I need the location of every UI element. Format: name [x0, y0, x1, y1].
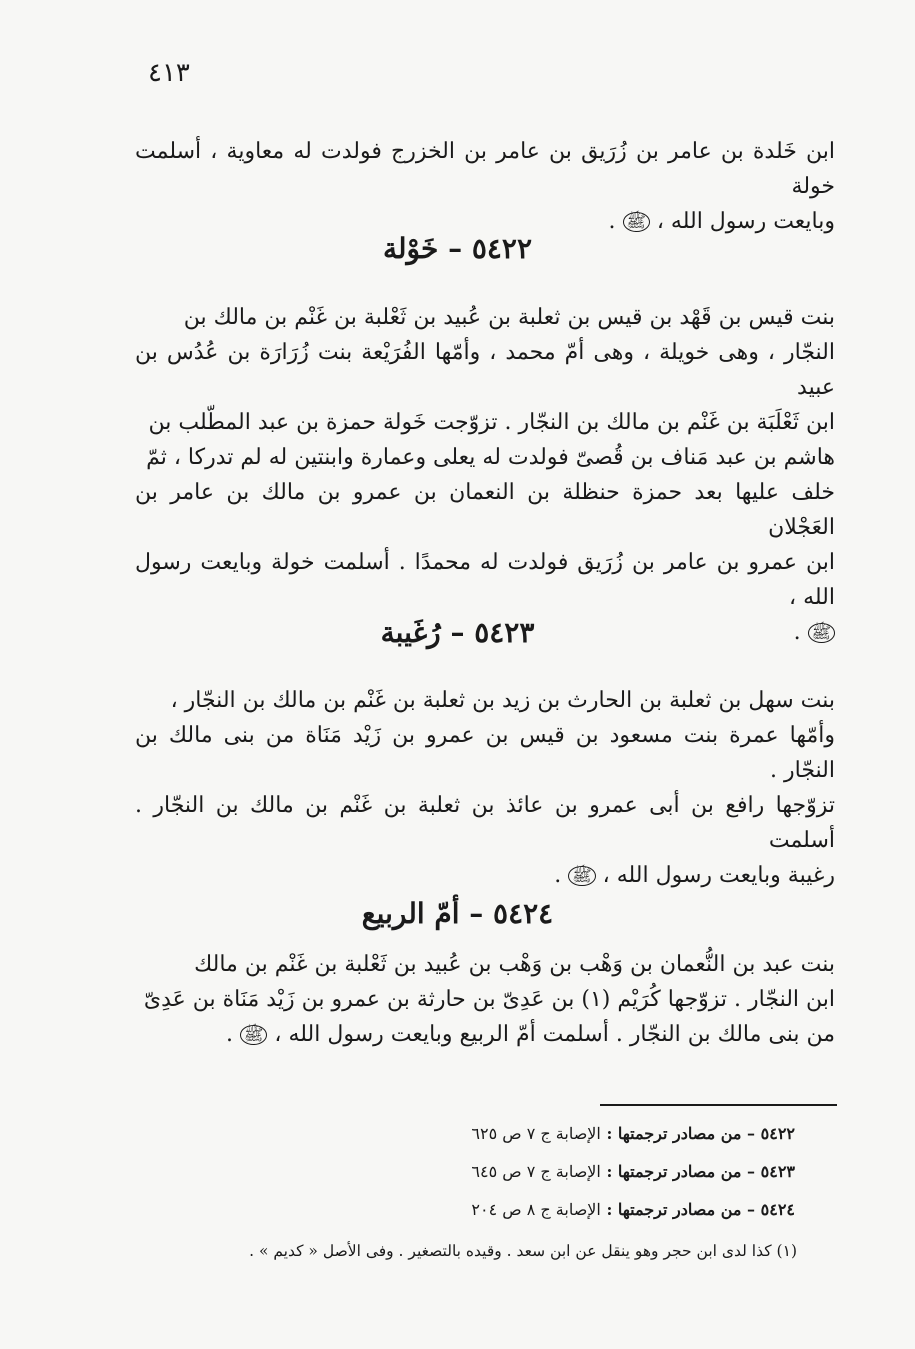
footnote-source-5422	[0, 1124, 795, 1143]
entry-line-text: من بنى مالك بن النجّار . أسلمت أمّ الربيع وبايعت رسول الله ،	[274, 1022, 835, 1047]
footnote-source-5424	[0, 1200, 795, 1219]
entry-line: النجّار ، وهى خويلة ، وهى أمّ محمد ، وأمّها الفُرَيْعة بنت زُرَارَة بن عُدُس بن عبيد	[135, 340, 835, 400]
entry-line-last	[135, 858, 835, 893]
page-number: ٤١٣	[148, 58, 190, 88]
entry-body-5424	[135, 947, 835, 1052]
footnote-divider	[600, 1104, 837, 1106]
entry-line: بنت سهل بن ثعلبة بن الحارث بن زيد بن ثعلبة بن غَنْم بن مالك بن النجّار ،	[170, 688, 835, 713]
salutation-seal-icon: ﷺ	[808, 623, 835, 643]
footnote-source-ref: الإصابة ج ٧ ص ٦٤٥	[471, 1162, 601, 1181]
entry-line: هاشم بن عبد مَناف بن قُصىّ فولدت له يعلى وعمارة وابنتين له لم تدركا ، ثمّ	[146, 445, 835, 470]
salutation-seal-icon: ﷺ	[240, 1025, 267, 1045]
entry-line: تزوّجها رافع بن أبى عمرو بن عائذ بن ثعلبة بن غَنْم بن مالك بن النجّار . أسلمت	[135, 793, 835, 853]
entry-line-last	[135, 1017, 835, 1052]
footnote-note: (١) كذا لدى ابن حجر وهو ينقل عن ابن سعد . وقيده بالتصغير . وفى الأصل « كديم » .	[249, 1242, 797, 1260]
footnote-source-ref: الإصابة ج ٧ ص ٦٢٥	[471, 1124, 601, 1143]
entry-line: بنت قيس بن قَهْد بن قيس بن ثعلبة بن عُبيد بن ثَعْلبة بن غَنْم بن مالك بن	[183, 305, 835, 330]
entry-line: خلف عليها بعد حمزة حنظلة بن النعمان بن عمرو بن مالك بن عامر بن العَجْلان	[135, 480, 835, 540]
salutation-seal-icon: ﷺ	[568, 866, 595, 886]
sentence-end: .	[608, 209, 616, 234]
entry-line: ابن النجّار . تزوّجها كُرَيْم (١) بن عَدِىّ بن حارثة بن عمرو بن زَيْد مَنَاة بن عَدِىّ	[143, 987, 835, 1012]
entry-heading-5424: ٥٤٢٤ – أمّ الربيع	[361, 897, 554, 930]
entry-body-5422	[135, 300, 835, 650]
sentence-end: .	[226, 1022, 234, 1047]
entry-body-5423	[135, 683, 835, 893]
intro-line-text: وبايعت رسول الله ،	[656, 209, 835, 234]
entry-line: ابن ثَعْلَبَة بن غَنْم بن مالك بن النجّار . تزوّجت خَولة حمزة بن عبد المطّلب بن	[148, 410, 835, 435]
entry-line-text: رغيبة وبايعت رسول الله ،	[602, 863, 835, 888]
entry-heading-5423: ٥٤٢٣ – رُغَيبة	[380, 616, 535, 649]
footnote-source-label: ٥٤٢٢ – من مصادر ترجمتها :	[606, 1124, 795, 1143]
entry-heading-5422: ٥٤٢٢ – خَوْلة	[383, 232, 532, 265]
salutation-seal-icon: ﷺ	[623, 212, 650, 232]
entry-line: ابن عمرو بن عامر بن زُرَيق فولدت له محمدًا . أسلمت خولة وبايعت رسول الله ،	[135, 550, 835, 610]
footnote-source-label: ٥٤٢٤ – من مصادر ترجمتها :	[606, 1200, 795, 1219]
sentence-end: .	[793, 620, 801, 645]
intro-line: ابن خَلدة بن عامر بن زُرَيق بن عامر بن الخزرج فولدت له معاوية ، أسلمت خولة	[135, 139, 835, 199]
footnote-source-ref: الإصابة ج ٨ ص ٢٠٤	[471, 1200, 601, 1219]
entry-line: وأمّها عمرة بنت مسعود بن قيس بن عمرو بن زَيْد مَنَاة من بنى مالك بن النجّار .	[135, 723, 835, 783]
sentence-end: .	[554, 863, 562, 888]
entry-line: بنت عبد بن النُّعمان بن وَهْب بن وَهْب بن عُبيد بن ثَعْلبة بن غَنْم بن مالك	[194, 952, 835, 977]
footnote-source-label: ٥٤٢٣ – من مصادر ترجمتها :	[606, 1162, 795, 1181]
intro-paragraph	[135, 134, 835, 239]
footnote-source-5423	[0, 1162, 795, 1181]
